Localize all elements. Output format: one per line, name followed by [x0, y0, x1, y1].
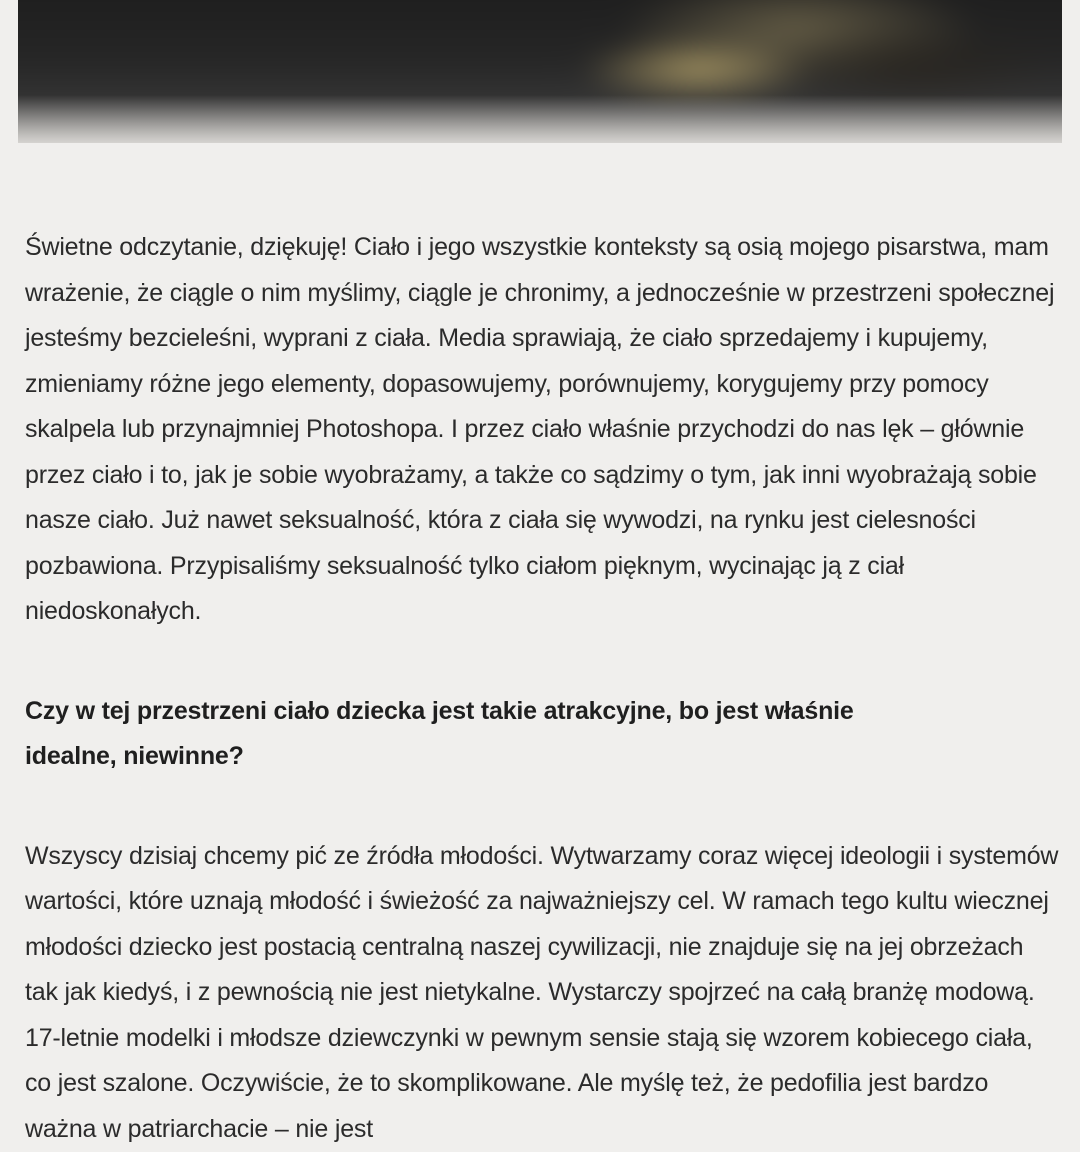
article-body	[25, 225, 1060, 1152]
interview-question: Czy w tej przestrzeni ciało dziecka jest takie atrakcyjne, bo jest właśnie idealne, niewinne?	[25, 689, 925, 780]
answer-paragraph: Wszyscy dzisiaj chcemy pić ze źródła młodości. Wytwarzamy coraz więcej ideologii i systemów wartości, które uznają młodość i świeżość za najważniejszy cel. W ramach tego kultu wiecznej młodości dziecko jest postacią centralną naszej cywilizacji, nie znajduje się na jej obrzeżach tak jak kiedyś, i z pewnością nie jest nietykalne. Wystarczy spojrzeć na całą branżę modową. 17-letnie modelki i młodsze dziewczynki w pewnym sensie stają się wzorem kobiecego ciała, co jest szalone. Oczywiście, że to skomplikowane. Ale myślę też, że pedofilia jest bardzo ważna w patriarchacie – nie jest	[25, 834, 1060, 1152]
answer-paragraph: Świetne odczytanie, dziękuję! Ciało i jego wszystkie konteksty są osią mojego pisarstwa, mam wrażenie, że ciągle o nim myślimy, ciągle je chronimy, a jednocześnie w przestrzeni społecznej jesteśmy bezcieleśni, wyprani z ciała. Media sprawiają, że ciało sprzedajemy i kupujemy, zmieniamy różne jego elementy, dopasowujemy, porównujemy, korygujemy przy pomocy skalpela lub przynajmniej Photoshopa. I przez ciało właśnie przychodzi do nas lęk – głównie przez ciało i to, jak je sobie wyobrażamy, a także co sądzimy o tym, jak inni wyobrażają sobie nasze ciało. Już nawet seksualność, która z ciała się wywodzi, na rynku jest cielesności pozbawiona. Przypisaliśmy seksualność tylko ciałom pięknym, wycinając ją z ciał niedoskonałych.	[25, 225, 1060, 635]
image-bottom-fade	[18, 95, 1062, 143]
article-header-image	[18, 0, 1062, 143]
